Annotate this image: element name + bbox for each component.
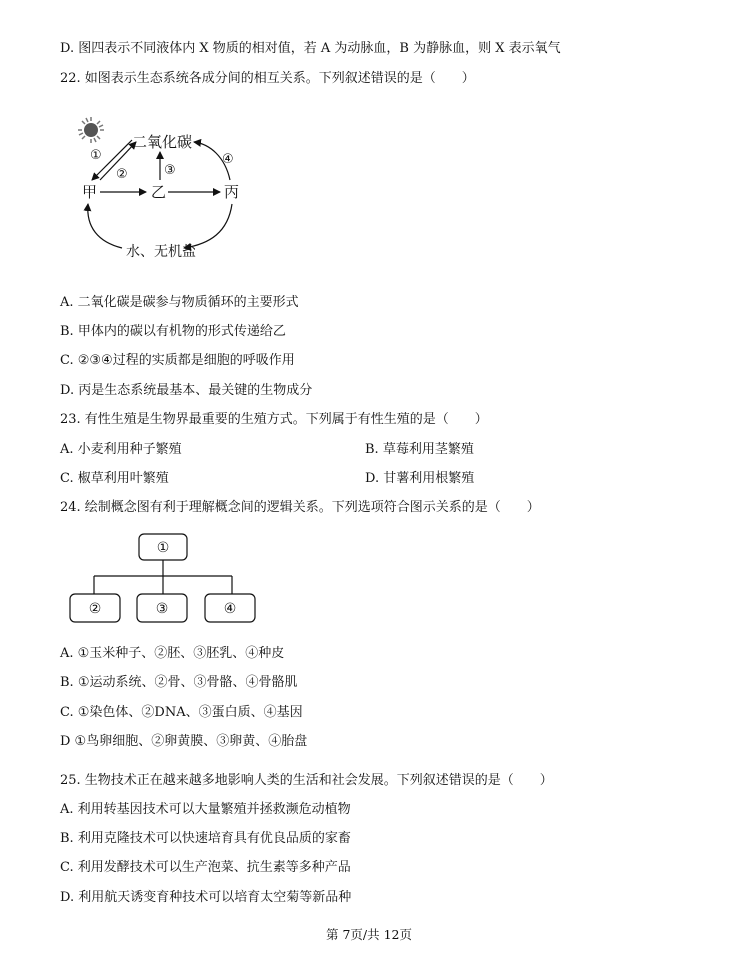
yi-label: 乙 xyxy=(151,183,167,201)
bing-label: 丙 xyxy=(224,183,240,201)
page-footer: 第 7页/共 12页 xyxy=(325,927,413,942)
q25-option-c: C. 利用发酵技术可以生产泡菜、抗生素等多种产品 xyxy=(60,860,351,875)
q21-option-d: D. 图四表示不同液体内 X 物质的相对值，若 A 为动脉血，B 为静脉血，则 X 表示氧气 xyxy=(60,41,561,56)
q23-option-d: D. 甘薯利用根繁殖 xyxy=(365,471,475,486)
q22-ecosystem-diagram xyxy=(60,112,260,264)
arrow-bing-water xyxy=(184,204,232,248)
q23-option-b: B. 草莓利用茎繁殖 xyxy=(365,442,474,457)
q24-option-b: B. ①运动系统、②骨、③骨骼、④骨骼肌 xyxy=(60,675,298,690)
q25-option-d: D. 利用航天诱变育种技术可以培育太空菊等新品种 xyxy=(60,890,352,905)
q25-option-a: A. 利用转基因技术可以大量繁殖并拯救濒危动植物 xyxy=(60,802,351,817)
num-4: ④ xyxy=(222,152,234,167)
concept-label-2: ② xyxy=(88,601,102,617)
q22-option-b: B. 甲体内的碳以有机物的形式传递给乙 xyxy=(60,324,286,339)
arrow-water-jia xyxy=(88,204,122,248)
concept-label-3: ③ xyxy=(155,601,169,617)
q23-option-c: C. 椒草利用叶繁殖 xyxy=(60,471,169,486)
q22-stem: 22. 如图表示生态系统各成分间的相互关系。下列叙述错误的是（ ） xyxy=(60,71,475,86)
water-salt-label: 水、无机盐 xyxy=(126,244,196,260)
concept-label-4: ④ xyxy=(223,601,237,617)
q24-concept-diagram xyxy=(60,530,270,630)
jia-label: 甲 xyxy=(82,183,98,201)
q24-option-c: C. ①染色体、②DNA、③蛋白质、④基因 xyxy=(60,705,303,720)
concept-label-1: ① xyxy=(156,540,170,556)
co2-label: 二氧化碳 xyxy=(132,133,193,151)
q24-stem: 24. 绘制概念图有利于理解概念间的逻辑关系。下列选项符合图示关系的是（ ） xyxy=(60,500,540,515)
q23-stem: 23. 有性生殖是生物界最重要的生殖方式。下列属于有性生殖的是（ ） xyxy=(60,412,488,427)
q22-option-d: D. 丙是生态系统最基本、最关键的生物成分 xyxy=(60,383,313,398)
q24-option-d: D ①鸟卵细胞、②卵黄膜、③卵黄、④胎盘 xyxy=(60,734,308,749)
num-1: ① xyxy=(90,148,102,163)
q25-option-b: B. 利用克隆技术可以快速培育具有优良品质的家畜 xyxy=(60,831,351,846)
q23-option-a: A. 小麦利用种子繁殖 xyxy=(60,442,182,457)
q22-option-c: C. ②③④过程的实质都是细胞的呼吸作用 xyxy=(60,353,295,368)
q24-option-a: A. ①玉米种子、②胚、③胚乳、④种皮 xyxy=(60,646,285,661)
q22-option-a: A. 二氧化碳是碳参与物质循环的主要形式 xyxy=(60,295,299,310)
num-2: ② xyxy=(116,167,128,182)
q25-stem: 25. 生物技术正在越来越多地影响人类的生活和社会发展。下列叙述错误的是（ ） xyxy=(60,773,553,788)
num-3: ③ xyxy=(164,163,176,178)
sun-icon xyxy=(78,117,104,143)
